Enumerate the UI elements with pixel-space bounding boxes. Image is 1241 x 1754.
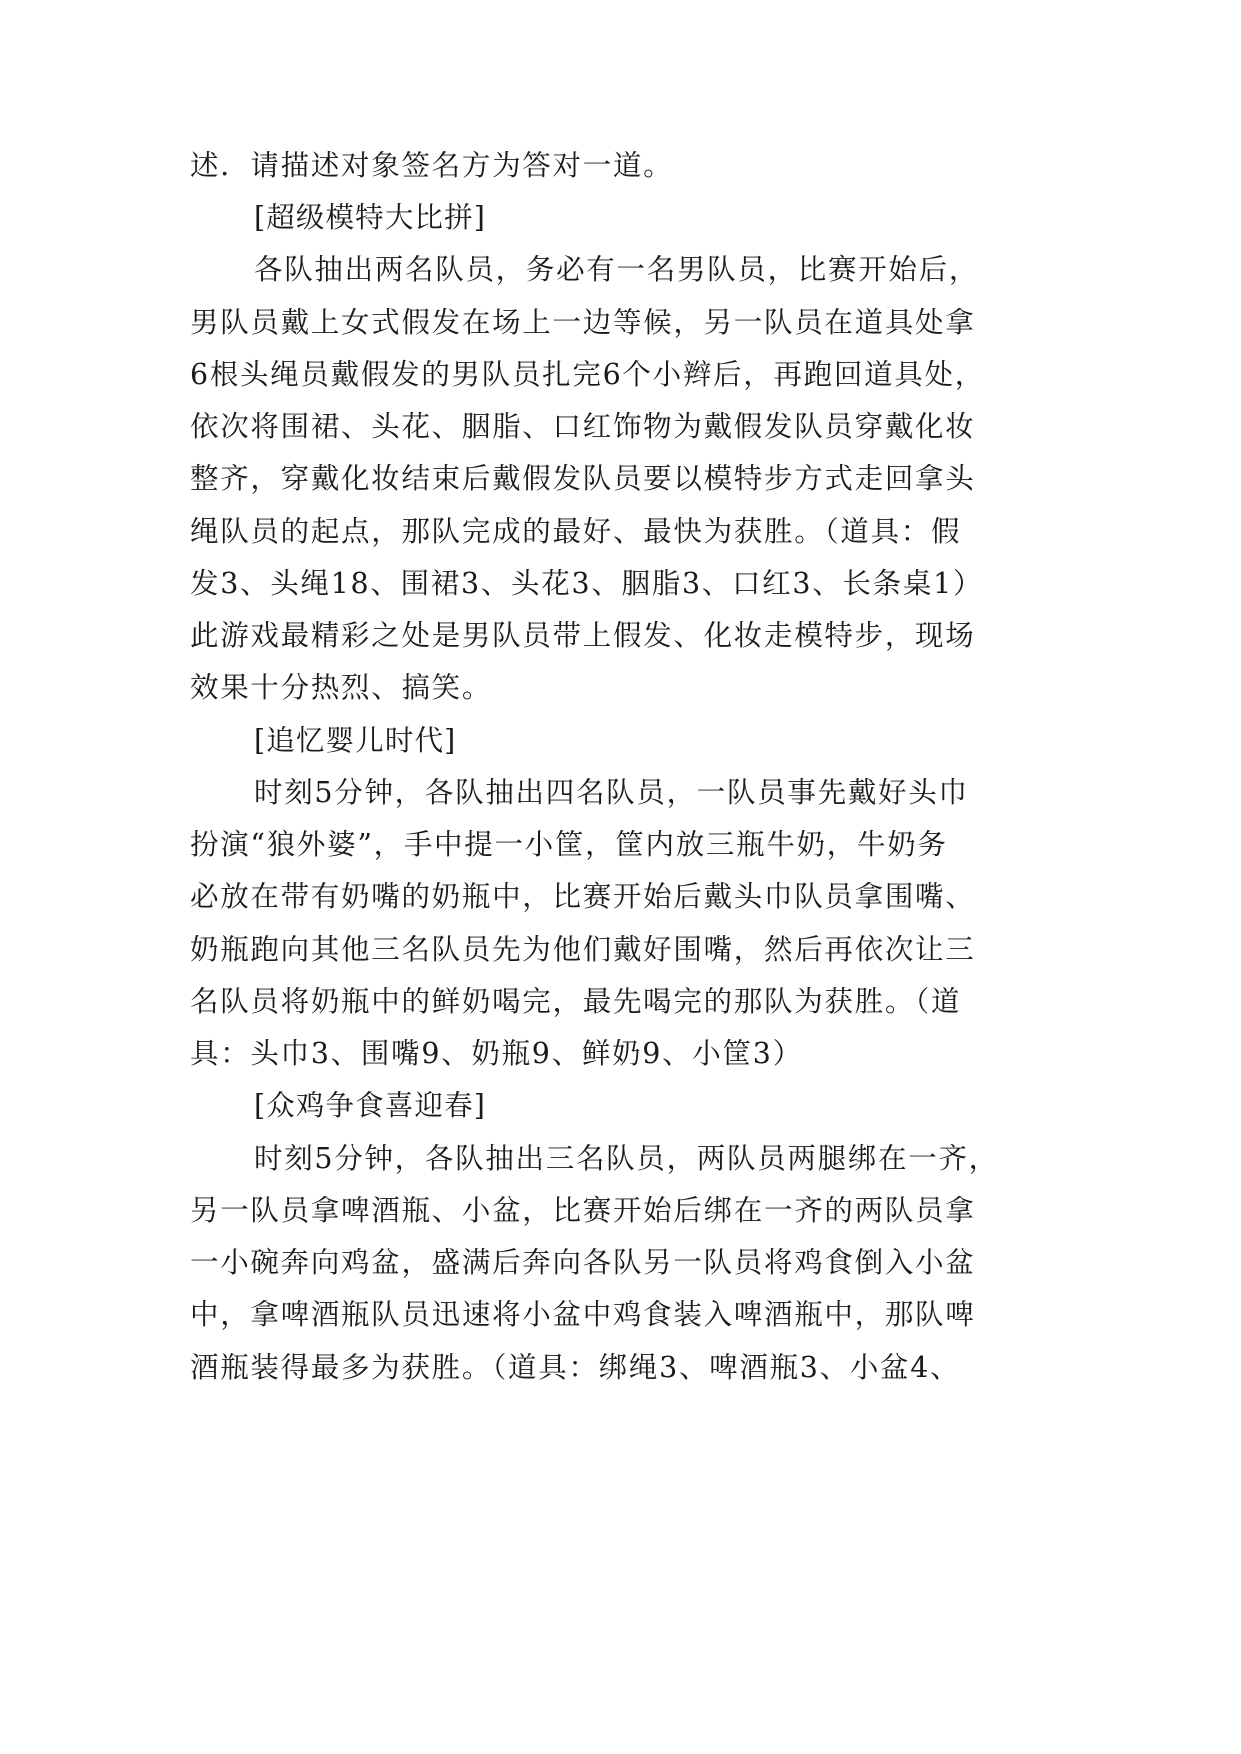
text-line: 此游戏最精彩之处是男队员带上假发、化妆走模特步，现场 xyxy=(190,619,976,652)
paragraph-first-line: 时刻5分钟，各队抽出三名队员，两队员两腿绑在一齐， xyxy=(254,1142,999,1175)
paragraph-first-line: 各队抽出两名队员，务必有一名男队员，比赛开始后， xyxy=(254,253,980,286)
text-line: 整齐，穿戴化妆结束后戴假发队员要以模特步方式走回拿头 xyxy=(190,462,976,495)
text-line: 中，拿啤酒瓶队员迅速将小盆中鸡食装入啤酒瓶中，那队啤 xyxy=(190,1298,976,1331)
text-line: 必放在带有奶嘴的奶瓶中，比赛开始后戴头巾队员拿围嘴、 xyxy=(190,880,976,913)
section-heading-baby-era: [追忆婴儿时代] xyxy=(254,724,457,757)
section-heading-chicken-feeding: [众鸡争食喜迎春] xyxy=(254,1089,486,1122)
text-line: 6根头绳员戴假发的男队员扎完6个小辫后，再跑回道具处， xyxy=(190,358,985,391)
text-line: 发3、头绳18、围裙3、头花3、胭脂3、口红3、长条桌1） xyxy=(190,567,984,600)
text-line: 具：头巾3、围嘴9、奶瓶9、鲜奶9、小筐3） xyxy=(190,1037,803,1070)
text-line: 名队员将奶瓶中的鲜奶喝完，最先喝完的那队为获胜。（道 xyxy=(190,985,962,1018)
text-line: 另一队员拿啤酒瓶、小盆，比赛开始后绑在一齐的两队员拿 xyxy=(190,1194,976,1227)
text-line: 一小碗奔向鸡盆，盛满后奔向各队另一队员将鸡食倒入小盆 xyxy=(190,1246,976,1279)
section-heading-supermodel: [超级模特大比拼] xyxy=(254,201,486,234)
text-line: 扮演“狼外婆”，手中提一小筐，筐内放三瓶牛奶，牛奶务 xyxy=(190,828,948,861)
text-line: 绳队员的起点，那队完成的最好、最快为获胜。（道具：假 xyxy=(190,515,962,548)
text-line: 男队员戴上女式假发在场上一边等候，另一队员在道具处拿 xyxy=(190,306,976,339)
text-line: 效果十分热烈、搞笑。 xyxy=(190,671,493,704)
text-line: 述．请描述对象签名方为答对一道。 xyxy=(190,149,674,182)
text-line: 酒瓶装得最多为获胜。（道具：绑绳3、啤酒瓶3、小盆4、 xyxy=(190,1351,961,1384)
text-line: 依次将围裙、头花、胭脂、口红饰物为戴假发队员穿戴化妆 xyxy=(190,410,976,443)
paragraph-first-line: 时刻5分钟，各队抽出四名队员，一队员事先戴好头巾 xyxy=(254,776,969,809)
text-line: 奶瓶跑向其他三名队员先为他们戴好围嘴，然后再依次让三 xyxy=(190,933,976,966)
